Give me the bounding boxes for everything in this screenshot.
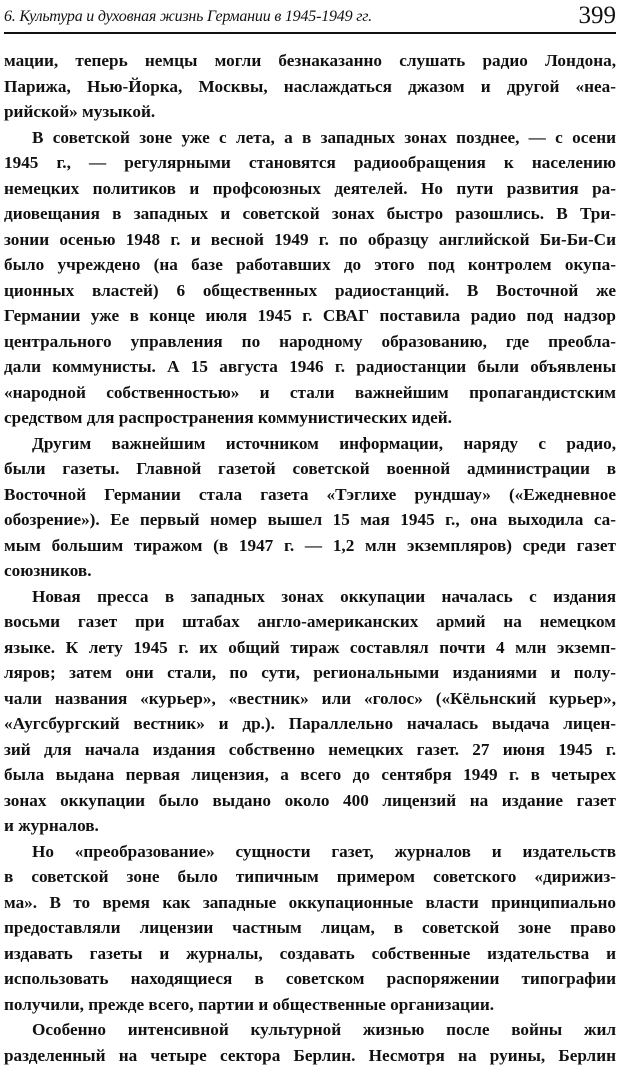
text-line: ма». В то время как западные оккупационные власти принципиально bbox=[4, 890, 616, 916]
page-number: 399 bbox=[579, 2, 617, 30]
text-line: рийской» музыкой. bbox=[4, 99, 616, 125]
text-line: Новая пресса в западных зонах оккупации началась с издания bbox=[4, 584, 616, 610]
text-line: разделенный на четыре сектора Берлин. Несмотря на руины, Берлин bbox=[4, 1043, 616, 1068]
text-line: немецких политиков и профсоюзных деятелей. Но пути развития ра- bbox=[4, 176, 616, 202]
text-line: В советской зоне уже с лета, а в западных зонах позднее, — с осени bbox=[4, 125, 616, 151]
text-line: зонии осенью 1948 г. и весной 1949 г. по образцу английской Би-Би-Си bbox=[4, 227, 616, 253]
text-line: чали названия «курьер», «вестник» или «голос» («Кёльнский курьер», bbox=[4, 686, 616, 712]
body-text bbox=[4, 48, 616, 1068]
running-head: 6. Культура и духовная жизнь Германии в 1945-1949 гг. bbox=[4, 8, 372, 26]
text-line: восьми газет при штабах англо-американских армий на немецком bbox=[4, 609, 616, 635]
text-line: Парижа, Нью-Йорка, Москвы, наслаждаться джазом и другой «неа- bbox=[4, 74, 616, 100]
text-line: Особенно интенсивной культурной жизнью после войны жил bbox=[4, 1017, 616, 1043]
text-line: получили, прежде всего, партии и общественные организации. bbox=[4, 992, 616, 1018]
page-header bbox=[4, 2, 616, 32]
text-line: Но «преобразование» сущности газет, журналов и издательств bbox=[4, 839, 616, 865]
text-line: были газеты. Главной газетой советской военной администрации в bbox=[4, 456, 616, 482]
header-rule bbox=[4, 32, 616, 34]
text-line: центрального управления по народному образованию, где преобла- bbox=[4, 329, 616, 355]
text-line: использовать находящиеся в советском распоряжении типографии bbox=[4, 966, 616, 992]
paragraph bbox=[4, 1017, 616, 1068]
text-line: 1945 г., — регулярными становятся радиообращения к населению bbox=[4, 150, 616, 176]
text-line: предоставляли лицензии частным лицам, в советской зоне право bbox=[4, 915, 616, 941]
text-line: союзников. bbox=[4, 558, 616, 584]
text-line: было учреждено (на базе работавших до этого под контролем окупа- bbox=[4, 252, 616, 278]
text-line: зий для начала издания собственно немецких газет. 27 июня 1945 г. bbox=[4, 737, 616, 763]
text-line: диовещания в западных и советской зонах быстро разошлись. В Три- bbox=[4, 201, 616, 227]
text-line: «Аугсбургский вестник» и др.). Параллельно началась выдача лицен- bbox=[4, 711, 616, 737]
text-line: Восточной Германии стала газета «Тэглихе рундшау» («Ежедневное bbox=[4, 482, 616, 508]
text-line: ционных властей) 6 общественных радиостанций. В Восточной же bbox=[4, 278, 616, 304]
text-line: мым большим тиражом (в 1947 г. — 1,2 млн экземпляров) среди газет bbox=[4, 533, 616, 559]
text-line: обозрение»). Ее первый номер вышел 15 мая 1945 г., она выходила са- bbox=[4, 507, 616, 533]
text-line: мации, теперь немцы могли безнаказанно слушать радио Лондона, bbox=[4, 48, 616, 74]
text-line: Германии уже в конце июля 1945 г. СВАГ поставила радио под надзор bbox=[4, 303, 616, 329]
paragraph bbox=[4, 125, 616, 431]
text-line: издавать газеты и журналы, создавать собственные издательства и bbox=[4, 941, 616, 967]
text-line: дали коммунисты. А 15 августа 1946 г. радиостанции были объявлены bbox=[4, 354, 616, 380]
text-line: зонах оккупации было выдано около 400 лицензий на издание газет bbox=[4, 788, 616, 814]
text-line: языке. К лету 1945 г. их общий тираж составлял почти 4 млн экземп- bbox=[4, 635, 616, 661]
paragraph bbox=[4, 48, 616, 125]
paragraph bbox=[4, 431, 616, 584]
text-line: и журналов. bbox=[4, 813, 616, 839]
text-line: Другим важнейшим источником информации, наряду с радио, bbox=[4, 431, 616, 457]
text-line: средством для распространения коммунистических идей. bbox=[4, 405, 616, 431]
paragraph bbox=[4, 839, 616, 1018]
text-line: ляров; затем они стали, по сути, региональными изданиями и полу- bbox=[4, 660, 616, 686]
text-line: «народной собственностью» и стали важнейшим пропагандистским bbox=[4, 380, 616, 406]
text-line: была выдана первая лицензия, а всего до сентября 1949 г. в четырех bbox=[4, 762, 616, 788]
paragraph bbox=[4, 584, 616, 839]
text-line: в советской зоне было типичным примером советского «дирижиз- bbox=[4, 864, 616, 890]
